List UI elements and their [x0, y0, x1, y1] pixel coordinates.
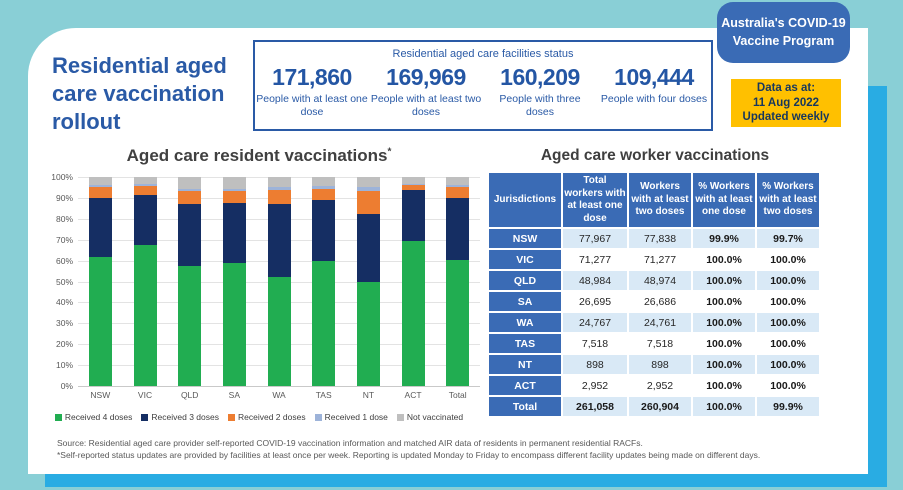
table-cell: 100.0% — [693, 313, 755, 332]
bar-slot — [346, 177, 391, 386]
stacked-bar-tas — [312, 177, 335, 386]
jurisdiction-cell: SA — [489, 292, 561, 311]
table-cell: 99.9% — [757, 397, 819, 416]
table-cell: 100.0% — [757, 292, 819, 311]
legend-item — [315, 412, 388, 422]
bar-segment — [402, 177, 425, 184]
x-axis-label: SA — [228, 390, 241, 400]
stacked-bar-qld — [178, 177, 201, 386]
stat-label: People with at least one dose — [256, 93, 368, 119]
table-cell: 100.0% — [693, 334, 755, 353]
stat-value: 171,860 — [272, 64, 352, 90]
stat-value: 160,209 — [500, 64, 580, 90]
bar-segment — [178, 177, 201, 188]
jurisdiction-cell: TAS — [489, 334, 561, 353]
jurisdiction-cell: Total — [489, 397, 561, 416]
bar-segment — [357, 282, 380, 387]
jurisdiction-cell: ACT — [489, 376, 561, 395]
x-axis-label: Total — [448, 390, 467, 400]
bar-segment — [178, 204, 201, 266]
data-as-at-badge — [731, 79, 841, 127]
plot-area — [51, 172, 480, 391]
bar-segment — [268, 190, 291, 205]
bar-segment — [134, 186, 157, 194]
stacked-bar-wa — [268, 177, 291, 386]
date-badge-line1: Data as at: — [756, 81, 816, 94]
bar-segment — [357, 214, 380, 282]
x-axis-label: ACT — [404, 390, 422, 400]
bar-segment — [268, 277, 291, 386]
jurisdiction-cell: WA — [489, 313, 561, 332]
bars-container — [78, 177, 480, 386]
table-cell: 100.0% — [757, 334, 819, 353]
table-cell: 100.0% — [757, 271, 819, 290]
table-header-cell: Jurisdictions — [489, 173, 561, 227]
stacked-bar-nt — [357, 177, 380, 386]
bar-segment — [134, 177, 157, 184]
stacked-bar-nsw — [89, 177, 112, 386]
x-axis-label: WA — [272, 390, 286, 400]
bar-segment — [89, 198, 112, 258]
facilities-status-title: Residential aged care facilities status — [392, 48, 574, 60]
bar-segment — [402, 190, 425, 241]
bar-segment — [134, 245, 157, 386]
table-cell: 77,967 — [563, 229, 627, 248]
table-cell: 2,952 — [563, 376, 627, 395]
y-axis-tick: 70% — [55, 234, 73, 245]
bar-segment — [446, 177, 469, 185]
jurisdiction-cell: NSW — [489, 229, 561, 248]
stat-label: People with four doses — [600, 93, 708, 105]
facilities-stats-row — [255, 64, 711, 119]
table-cell: 99.7% — [757, 229, 819, 248]
source-line: Source: Residential aged care provider self-reported COVID-19 vaccination information and matched AIR data of residents in permanent residential RACFs. — [57, 438, 643, 448]
date-badge-line3: Updated weekly — [742, 111, 830, 124]
table-cell: 100.0% — [693, 250, 755, 269]
gridline — [78, 386, 480, 387]
table-cell: 7,518 — [629, 334, 691, 353]
legend-label: Not vaccinated — [406, 412, 464, 422]
legend-label: Received 3 doses — [151, 412, 219, 422]
table-cell: 261,058 — [563, 397, 627, 416]
stat-label: People with three doses — [499, 93, 581, 119]
table-header-cell: Workers with at least two doses — [629, 173, 691, 227]
legend-label: Received 1 dose — [324, 412, 388, 422]
table-cell: 24,761 — [629, 313, 691, 332]
stat-one-dose — [256, 64, 368, 119]
legend-label: Received 4 doses — [64, 412, 133, 422]
table-cell: 48,974 — [629, 271, 691, 290]
bar-segment — [268, 204, 291, 277]
table-cell: 100.0% — [757, 313, 819, 332]
bar-slot — [301, 177, 346, 386]
legend-swatch — [315, 414, 322, 421]
accent-bar-bottom — [45, 474, 887, 487]
table-cell: 100.0% — [693, 271, 755, 290]
program-badge — [717, 2, 850, 63]
bar-segment — [312, 189, 335, 200]
bar-slot — [391, 177, 436, 386]
table-cell: 2,952 — [629, 376, 691, 395]
resident-vaccinations-chart — [38, 146, 480, 422]
x-axis-label: NT — [362, 390, 375, 400]
x-axis-label: QLD — [180, 390, 199, 400]
bar-segment — [223, 263, 246, 386]
legend-item — [55, 412, 133, 422]
legend-swatch — [397, 414, 404, 421]
accent-bar-right — [868, 86, 887, 484]
bar-segment — [89, 187, 112, 197]
y-axis-tick: 0% — [60, 381, 73, 391]
table-cell: 100.0% — [693, 397, 755, 416]
table-cell: 71,277 — [563, 250, 627, 269]
bar-slot — [435, 177, 480, 386]
bar-segment — [223, 177, 246, 188]
bar-segment — [89, 257, 112, 386]
legend-item — [228, 412, 306, 422]
stat-four-doses — [598, 64, 710, 119]
bar-segment — [89, 177, 112, 185]
legend-item — [141, 412, 219, 422]
table-cell: 100.0% — [693, 355, 755, 374]
program-badge-line1: Australia's COVID-19 — [721, 16, 846, 30]
stat-value: 109,444 — [614, 64, 694, 90]
x-axis-label: TAS — [315, 390, 332, 400]
table-cell: 26,695 — [563, 292, 627, 311]
stat-label: People with at least two doses — [370, 93, 482, 119]
worker-table — [489, 173, 821, 416]
table-cell: 898 — [563, 355, 627, 374]
table-cell: 100.0% — [693, 292, 755, 311]
chart-legend — [38, 412, 480, 422]
y-axis-tick: 30% — [55, 318, 73, 329]
y-axis-tick: 80% — [55, 213, 73, 224]
bar-slot — [212, 177, 257, 386]
stacked-bar-act — [402, 177, 425, 386]
y-axis-tick: 20% — [55, 339, 73, 350]
bar-segment — [446, 260, 469, 386]
stat-two-doses — [370, 64, 482, 119]
jurisdiction-cell: VIC — [489, 250, 561, 269]
page-title: Residential aged care vaccination rollout — [52, 53, 227, 135]
source-footnote — [57, 437, 857, 462]
x-axis-labels — [78, 390, 480, 400]
bar-slot — [257, 177, 302, 386]
legend-swatch — [228, 414, 235, 421]
table-cell: 7,518 — [563, 334, 627, 353]
table-header-cell: % Workers with at least one dose — [693, 173, 755, 227]
table-cell: 77,838 — [629, 229, 691, 248]
x-axis-label: NSW — [90, 390, 111, 400]
legend-swatch — [55, 414, 62, 421]
table-cell: 100.0% — [757, 355, 819, 374]
stacked-bar-vic — [134, 177, 157, 386]
legend-item — [397, 412, 463, 422]
y-axis-tick: 40% — [55, 297, 73, 308]
program-badge-line2: Vaccine Program — [732, 33, 835, 48]
y-axis-tick: 100% — [51, 172, 73, 182]
jurisdiction-cell: NT — [489, 355, 561, 374]
bar-segment — [446, 187, 469, 197]
table-header-cell: Total workers with at least one dose — [563, 173, 627, 227]
table-cell: 260,904 — [629, 397, 691, 416]
chart-title: Aged care resident vaccinations* — [126, 146, 392, 165]
bar-slot — [123, 177, 168, 386]
bar-slot — [78, 177, 123, 386]
legend-swatch — [141, 414, 148, 421]
table-cell: 26,686 — [629, 292, 691, 311]
bar-segment — [402, 241, 425, 386]
stacked-bar-sa — [223, 177, 246, 386]
y-axis-tick: 60% — [55, 255, 73, 266]
y-axis-tick: 50% — [55, 276, 73, 287]
bar-segment — [223, 191, 246, 204]
bar-slot — [167, 177, 212, 386]
table-cell: 24,767 — [563, 313, 627, 332]
bar-segment — [178, 191, 201, 205]
table-cell: 48,984 — [563, 271, 627, 290]
stat-three-doses — [484, 64, 596, 119]
worker-table-title: Aged care worker vaccinations — [540, 147, 770, 164]
x-axis-label: VIC — [137, 390, 153, 400]
stacked-bar-total — [446, 177, 469, 386]
facilities-status-box — [253, 40, 713, 131]
bar-segment — [312, 177, 335, 186]
y-axis-tick: 90% — [55, 192, 73, 203]
bar-segment — [446, 198, 469, 260]
table-cell: 100.0% — [757, 250, 819, 269]
table-cell: 100.0% — [693, 376, 755, 395]
stat-value: 169,969 — [386, 64, 466, 90]
bar-segment — [357, 177, 380, 187]
bar-segment — [312, 200, 335, 261]
bar-segment — [312, 261, 335, 386]
date-badge-line2: 11 Aug 2022 — [752, 96, 820, 109]
table-cell: 100.0% — [757, 376, 819, 395]
bar-segment — [268, 177, 291, 187]
bar-segment — [178, 266, 201, 386]
chart-title-asterisk: * — [387, 146, 392, 158]
table-header-cell: % Workers with at least two doses — [757, 173, 819, 227]
jurisdiction-cell: QLD — [489, 271, 561, 290]
footnote-line: *Self-reported status updates are provided by facilities at least once per week. Reporting is updated Monday to Friday to encompass different facility updates being made on different days. — [57, 450, 761, 461]
table-cell: 898 — [629, 355, 691, 374]
bar-segment — [134, 195, 157, 245]
bar-segment — [223, 203, 246, 263]
worker-vaccinations-section — [489, 147, 821, 416]
table-cell: 99.9% — [693, 229, 755, 248]
table-cell: 71,277 — [629, 250, 691, 269]
bar-segment — [357, 191, 380, 214]
legend-label: Received 2 doses — [238, 412, 306, 422]
y-axis-tick: 10% — [55, 360, 73, 371]
